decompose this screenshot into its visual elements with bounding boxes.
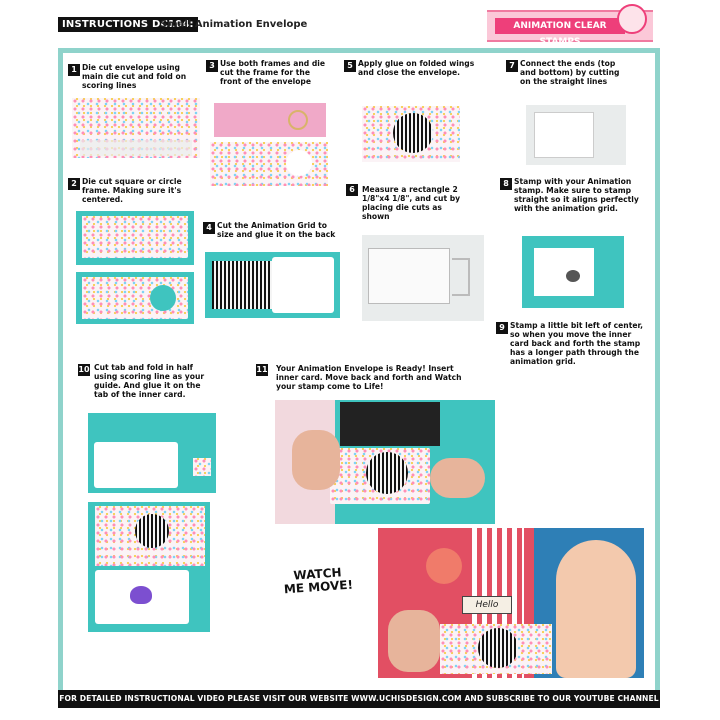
step-3-circle-window (286, 150, 312, 176)
step-10-text: Cut tab and fold in half using scoring line as your guide. And glue it on the tab of the inner card. (94, 363, 205, 399)
step-6-die-tab (452, 258, 470, 296)
step-3-number: 3 (206, 60, 218, 72)
step-4-number: 4 (203, 222, 215, 234)
step-3-text: Use both frames and die cut the frame for the front of the envelope (220, 59, 326, 86)
step-11-number: 11 (256, 365, 268, 374)
step-11-left-hand (292, 430, 340, 490)
step-9-number: 9 (496, 322, 508, 334)
flower-embellishment (426, 548, 462, 584)
step-5-window (393, 113, 433, 153)
step-7-card (534, 112, 594, 158)
step-2-circle-cutout (150, 285, 176, 311)
girl-face (556, 540, 636, 678)
step-10-heart-stamp (130, 586, 152, 604)
step-10-tab (193, 458, 211, 476)
step-4-card (272, 257, 334, 313)
step-8-card (534, 248, 594, 296)
step-10-envelope-window (135, 514, 169, 548)
step-2-text: Die cut square or circle frame. Making sure it's centered. (82, 177, 182, 204)
step-11-camera-die (340, 402, 440, 446)
step-4-text: Cut the Animation Grid to size and glue it on the back (217, 221, 336, 239)
watch-me-move-text: WATCH ME MOVE! (283, 565, 354, 597)
step-1-fold-flap (80, 140, 192, 156)
step-5-text: Apply glue on folded wings and close the envelope. (358, 59, 475, 77)
hello-label: Hello (462, 596, 512, 614)
step-2-number: 2 (68, 178, 80, 190)
final-hand (388, 610, 440, 672)
step-3-die-frame (288, 110, 308, 130)
instructions-tag: INSTRUCTIONS DC104: (58, 17, 198, 32)
brand-logo-text: ANIMATION CLEAR STAMPS (495, 18, 625, 34)
step-2-paper-top (82, 216, 188, 258)
step-4-animation-grid (212, 261, 272, 309)
step-6-text: Measure a rectangle 2 1/8"x4 1/8", and cut by placing die cuts as shown (362, 185, 461, 221)
step-7-text: Connect the ends (top and bottom) by cutting on the straight lines (520, 59, 620, 86)
step-11-right-hand (430, 458, 485, 498)
page-title: Small Animation Envelope (160, 19, 308, 30)
final-envelope-window (478, 628, 518, 668)
footer-banner: FOR DETAILED INSTRUCTIONAL VIDEO PLEASE VISIT OUR WEBSITE WWW.UCHISDESIGN.COM AND SUBSCRIBE TO OUR YOUTUBE CHANNEL (58, 690, 660, 708)
step-7-number: 7 (506, 60, 518, 72)
step-6-paper (368, 248, 450, 304)
step-1-number: 1 (68, 64, 80, 76)
step-3-pink-paper (214, 103, 326, 137)
step-1-text: Die cut envelope using main die cut and fold on scoring lines (82, 63, 187, 90)
step-5-number: 5 (344, 60, 356, 72)
step-10-inner-card (94, 442, 178, 488)
brand-badge-icon (617, 4, 647, 34)
step-8-text: Stamp with your Animation stamp. Make sure to stamp straight so it aligns perfectly with the animation grid. (514, 177, 639, 213)
step-11-envelope-window (366, 452, 408, 494)
step-11-text: Your Animation Envelope is Ready! Insert inner card. Move back and forth and Watch your stamp come to Life! (276, 364, 462, 391)
step-8-heart-stamp (566, 270, 580, 282)
step-6-number: 6 (346, 184, 358, 196)
step-8-number: 8 (500, 178, 512, 190)
step-10-number: 10 (78, 365, 90, 374)
step-9-text: Stamp a little bit left of center, so when you move the inner card back and forth the stamp has a longer path through the animation grid. (510, 321, 644, 366)
